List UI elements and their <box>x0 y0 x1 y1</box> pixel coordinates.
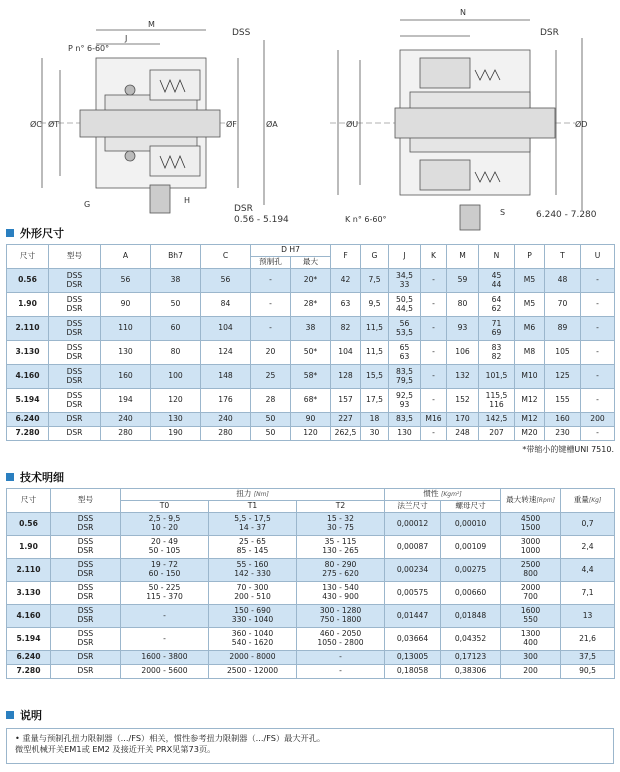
cell-K: - <box>421 269 447 293</box>
cell-G: 15,5 <box>361 365 389 389</box>
cell-C: 56 <box>201 269 251 293</box>
drawing-svg <box>0 0 620 232</box>
cell-flange: 0,00575 <box>385 582 441 605</box>
dim-label: ØT <box>48 120 60 129</box>
cell-G: 11,5 <box>361 317 389 341</box>
tech-header-nut: 螺母尺寸 <box>441 501 501 513</box>
cell-D1: 50 <box>251 427 291 441</box>
cell-model: DSR <box>51 665 121 679</box>
cell-nut: 0,00010 <box>441 513 501 536</box>
cell-F: 82 <box>331 317 361 341</box>
dims-row <box>7 341 615 365</box>
cell-T0: - <box>121 605 209 628</box>
dimensions-table <box>6 244 615 441</box>
header-D1: 预制孔 <box>251 257 291 269</box>
cell-M: 170 <box>447 413 479 427</box>
tech-header-T2: T2 <box>297 501 385 513</box>
cell-weight: 2,4 <box>561 536 615 559</box>
cell-size: 7.280 <box>7 665 51 679</box>
cell-G: 18 <box>361 413 389 427</box>
dims-row <box>7 427 615 441</box>
tech-header-T1: T1 <box>209 501 297 513</box>
cell-N: 101,5 <box>479 365 515 389</box>
notes-section <box>6 708 614 764</box>
cell-M: 152 <box>447 389 479 413</box>
cell-size: 5.194 <box>7 628 51 651</box>
header-model: 型号 <box>49 245 101 269</box>
dim-label: ØD <box>575 120 588 129</box>
cell-U: - <box>581 427 615 441</box>
cell-P: M5 <box>515 269 545 293</box>
header-D: D H7 <box>251 245 331 257</box>
cell-G: 9,5 <box>361 293 389 317</box>
tech-row <box>7 628 615 651</box>
section-marker-icon <box>6 229 14 237</box>
cell-T1: 55 - 160 142 - 330 <box>209 559 297 582</box>
tech-header-size: 尺寸 <box>7 489 51 513</box>
cell-T2: - <box>297 651 385 665</box>
cell-size: 1.90 <box>7 536 51 559</box>
cell-speed: 4500 1500 <box>501 513 561 536</box>
cell-P: M6 <box>515 317 545 341</box>
cell-model: DSS DSR <box>49 293 101 317</box>
tech-header-T0: T0 <box>121 501 209 513</box>
dim-label: N <box>460 8 466 17</box>
cell-T1: 360 - 1040 540 - 1620 <box>209 628 297 651</box>
cell-A: 194 <box>101 389 151 413</box>
section-marker-icon <box>6 711 14 719</box>
cell-K: - <box>421 365 447 389</box>
cell-speed: 2500 800 <box>501 559 561 582</box>
tech-section <box>6 470 614 679</box>
header-G: G <box>361 245 389 269</box>
cell-K: - <box>421 427 447 441</box>
cell-size: 2.110 <box>7 317 49 341</box>
tech-row <box>7 559 615 582</box>
cell-size: 1.90 <box>7 293 49 317</box>
cell-model: DSS DSR <box>49 269 101 293</box>
cell-F: 227 <box>331 413 361 427</box>
cell-N: 115,5 116 <box>479 389 515 413</box>
cell-J: 65 63 <box>389 341 421 365</box>
cell-K: - <box>421 389 447 413</box>
cell-B: 120 <box>151 389 201 413</box>
cell-U: - <box>581 389 615 413</box>
cell-T1: 150 - 690 330 - 1040 <box>209 605 297 628</box>
tech-row <box>7 513 615 536</box>
right-title: DSR <box>540 28 559 38</box>
cell-T2: 80 - 290 275 - 620 <box>297 559 385 582</box>
cell-T: 155 <box>545 389 581 413</box>
header-M: M <box>447 245 479 269</box>
notes-box <box>6 728 614 764</box>
cell-J: 130 <box>389 427 421 441</box>
cell-A: 280 <box>101 427 151 441</box>
cell-size: 0.56 <box>7 269 49 293</box>
cell-nut: 0,00109 <box>441 536 501 559</box>
cell-M: 59 <box>447 269 479 293</box>
cell-P: M12 <box>515 389 545 413</box>
tech-row <box>7 536 615 559</box>
cell-B: 190 <box>151 427 201 441</box>
tech-row <box>7 582 615 605</box>
tech-title: 技术明细 <box>6 470 614 484</box>
cell-U: - <box>581 269 615 293</box>
cell-model: DSS DSR <box>51 559 121 582</box>
cell-weight: 4,4 <box>561 559 615 582</box>
cell-speed: 200 <box>501 665 561 679</box>
tech-header-inertia: 惯性 [Kgm²] <box>385 489 501 501</box>
cell-T1: 2500 - 12000 <box>209 665 297 679</box>
cell-J: 50,5 44,5 <box>389 293 421 317</box>
section-marker-icon <box>6 473 14 481</box>
cell-U: - <box>581 293 615 317</box>
cell-T: 48 <box>545 269 581 293</box>
cell-D2: 38 <box>291 317 331 341</box>
cell-P: M8 <box>515 341 545 365</box>
header-J: J <box>389 245 421 269</box>
dims-row <box>7 389 615 413</box>
cell-speed: 300 <box>501 651 561 665</box>
cell-model: DSR <box>49 413 101 427</box>
cell-K: - <box>421 293 447 317</box>
cell-T0: - <box>121 628 209 651</box>
cell-T: 105 <box>545 341 581 365</box>
cell-G: 7,5 <box>361 269 389 293</box>
dim-label: S <box>500 208 506 217</box>
cell-C: 280 <box>201 427 251 441</box>
cell-flange: 0,13005 <box>385 651 441 665</box>
cell-A: 240 <box>101 413 151 427</box>
cell-P: M20 <box>515 427 545 441</box>
cell-model: DSS DSR <box>49 317 101 341</box>
cell-D1: - <box>251 293 291 317</box>
cell-F: 42 <box>331 269 361 293</box>
cell-D1: 20 <box>251 341 291 365</box>
cell-T2: - <box>297 665 385 679</box>
dim-label: ØU <box>346 120 359 129</box>
cell-D2: 20* <box>291 269 331 293</box>
cell-U: - <box>581 341 615 365</box>
header-D2: 最大 <box>291 257 331 269</box>
cell-nut: 0,04352 <box>441 628 501 651</box>
cell-N: 142,5 <box>479 413 515 427</box>
cell-nut: 0,17123 <box>441 651 501 665</box>
dsr-drawing <box>330 20 582 230</box>
cell-flange: 0,00012 <box>385 513 441 536</box>
cell-N: 64 62 <box>479 293 515 317</box>
cell-A: 160 <box>101 365 151 389</box>
cell-J: 56 53,5 <box>389 317 421 341</box>
dim-label: K n° 6-60° <box>345 215 387 224</box>
cell-nut: 0,00275 <box>441 559 501 582</box>
header-B: Bh7 <box>151 245 201 269</box>
cell-J: 92,5 93 <box>389 389 421 413</box>
cell-J: 34,5 33 <box>389 269 421 293</box>
cell-J: 83,5 <box>389 413 421 427</box>
cell-B: 38 <box>151 269 201 293</box>
cell-A: 110 <box>101 317 151 341</box>
cell-D2: 90 <box>291 413 331 427</box>
notes-line: 微型机械开关EM1或 EM2 及接近开关 PRX见第73页。 <box>15 744 216 754</box>
cell-M: 248 <box>447 427 479 441</box>
dim-label: ØF <box>226 120 237 129</box>
tech-body <box>7 513 615 679</box>
cell-size: 3.130 <box>7 341 49 365</box>
cell-M: 132 <box>447 365 479 389</box>
cell-T: 230 <box>545 427 581 441</box>
tech-header-speed: 最大转速[Rpm] <box>501 489 561 513</box>
cell-size: 7.280 <box>7 427 49 441</box>
notes-line: • 重量与预制孔扭力限制器（.../FS）相关，惯性参考扭力限制器（.../FS）最大开孔。 <box>15 733 326 743</box>
tech-row <box>7 605 615 628</box>
header-U: U <box>581 245 615 269</box>
cell-F: 157 <box>331 389 361 413</box>
cell-G: 17,5 <box>361 389 389 413</box>
cell-T1: 2000 - 8000 <box>209 651 297 665</box>
cell-nut: 0,01848 <box>441 605 501 628</box>
cell-T: 125 <box>545 365 581 389</box>
cell-K: - <box>421 317 447 341</box>
header-size: 尺寸 <box>7 245 49 269</box>
cell-T1: 5,5 - 17,5 14 - 37 <box>209 513 297 536</box>
cell-weight: 7,1 <box>561 582 615 605</box>
header-N: N <box>479 245 515 269</box>
cell-F: 104 <box>331 341 361 365</box>
cell-M: 80 <box>447 293 479 317</box>
cell-M: 93 <box>447 317 479 341</box>
cell-weight: 0,7 <box>561 513 615 536</box>
cell-N: 71 69 <box>479 317 515 341</box>
cell-B: 100 <box>151 365 201 389</box>
cell-C: 84 <box>201 293 251 317</box>
dimensions-body <box>7 269 615 441</box>
cell-T0: 1600 - 3800 <box>121 651 209 665</box>
technical-drawings <box>0 0 620 232</box>
cell-size: 4.160 <box>7 605 51 628</box>
header-F: F <box>331 245 361 269</box>
cell-speed: 2000 700 <box>501 582 561 605</box>
header-P: P <box>515 245 545 269</box>
cell-P: M12 <box>515 413 545 427</box>
cell-B: 60 <box>151 317 201 341</box>
cell-K: M16 <box>421 413 447 427</box>
cell-B: 50 <box>151 293 201 317</box>
cell-model: DSS DSR <box>51 513 121 536</box>
cell-M: 106 <box>447 341 479 365</box>
cell-N: 207 <box>479 427 515 441</box>
tech-row <box>7 651 615 665</box>
header-C: C <box>201 245 251 269</box>
cell-B: 80 <box>151 341 201 365</box>
cell-T2: 300 - 1280 750 - 1800 <box>297 605 385 628</box>
cell-D2: 120 <box>291 427 331 441</box>
cell-P: M10 <box>515 365 545 389</box>
cell-G: 30 <box>361 427 389 441</box>
cell-model: DSR <box>51 651 121 665</box>
cell-D1: 25 <box>251 365 291 389</box>
cell-U: 200 <box>581 413 615 427</box>
dim-label: H <box>184 196 191 205</box>
cell-weight: 13 <box>561 605 615 628</box>
cell-nut: 0,38306 <box>441 665 501 679</box>
dim-label: J <box>125 34 128 43</box>
cell-weight: 37,5 <box>561 651 615 665</box>
cell-flange: 0,18058 <box>385 665 441 679</box>
cell-D2: 58* <box>291 365 331 389</box>
cell-C: 124 <box>201 341 251 365</box>
cell-C: 148 <box>201 365 251 389</box>
tech-table <box>6 488 615 679</box>
cell-D1: - <box>251 269 291 293</box>
cell-F: 262,5 <box>331 427 361 441</box>
cell-weight: 21,6 <box>561 628 615 651</box>
dims-row <box>7 293 615 317</box>
cell-weight: 90,5 <box>561 665 615 679</box>
header-K: K <box>421 245 447 269</box>
cell-T: 160 <box>545 413 581 427</box>
cell-G: 11,5 <box>361 341 389 365</box>
cell-speed: 3000 1000 <box>501 536 561 559</box>
cell-size: 2.110 <box>7 559 51 582</box>
notes-title: 说明 <box>6 708 614 722</box>
tech-header-torque: 扭力 [Nm] <box>121 489 385 501</box>
dimensions-section <box>6 226 614 455</box>
dim-label: M <box>148 20 155 29</box>
cell-T1: 70 - 300 200 - 510 <box>209 582 297 605</box>
cell-model: DSS DSR <box>49 389 101 413</box>
cell-nut: 0,00660 <box>441 582 501 605</box>
cell-D2: 50* <box>291 341 331 365</box>
cell-F: 128 <box>331 365 361 389</box>
left-title: DSS <box>232 28 251 38</box>
cell-P: M5 <box>515 293 545 317</box>
cell-D1: - <box>251 317 291 341</box>
cell-T2: 460 - 2050 1050 - 2800 <box>297 628 385 651</box>
keyway-note: *带缩小的键槽UNI 7510. <box>522 445 614 454</box>
header-A: A <box>101 245 151 269</box>
dims-row <box>7 269 615 293</box>
cell-T: 89 <box>545 317 581 341</box>
header-T: T <box>545 245 581 269</box>
cell-D1: 50 <box>251 413 291 427</box>
cell-T0: 50 - 225 115 - 370 <box>121 582 209 605</box>
cell-T2: 35 - 115 130 - 265 <box>297 536 385 559</box>
cell-N: 83 82 <box>479 341 515 365</box>
cell-model: DSS DSR <box>51 582 121 605</box>
cell-size: 5.194 <box>7 389 49 413</box>
cell-speed: 1300 400 <box>501 628 561 651</box>
cell-K: - <box>421 341 447 365</box>
cell-T0: 2000 - 5600 <box>121 665 209 679</box>
tech-header-weight: 重量[Kg] <box>561 489 615 513</box>
cell-speed: 1600 550 <box>501 605 561 628</box>
cell-A: 130 <box>101 341 151 365</box>
cell-A: 90 <box>101 293 151 317</box>
dim-label: ØA <box>266 120 278 129</box>
cell-C: 176 <box>201 389 251 413</box>
dims-row <box>7 317 615 341</box>
dim-label: P n° 6-60° <box>68 44 110 53</box>
cell-T0: 20 - 49 50 - 105 <box>121 536 209 559</box>
cell-model: DSS DSR <box>51 536 121 559</box>
cell-C: 104 <box>201 317 251 341</box>
left-range-label: DSR <box>234 204 253 214</box>
cell-N: 45 44 <box>479 269 515 293</box>
cell-model: DSS DSR <box>49 365 101 389</box>
cell-T0: 19 - 72 60 - 150 <box>121 559 209 582</box>
cell-C: 240 <box>201 413 251 427</box>
right-range: 6.240 - 7.280 <box>536 210 597 220</box>
cell-T0: 2,5 - 9,5 10 - 20 <box>121 513 209 536</box>
cell-D1: 28 <box>251 389 291 413</box>
dims-row <box>7 413 615 427</box>
tech-header-flange: 法兰尺寸 <box>385 501 441 513</box>
cell-T1: 25 - 65 85 - 145 <box>209 536 297 559</box>
cell-T: 70 <box>545 293 581 317</box>
cell-D2: 28* <box>291 293 331 317</box>
cell-size: 4.160 <box>7 365 49 389</box>
dims-row <box>7 365 615 389</box>
cell-flange: 0,00234 <box>385 559 441 582</box>
cell-T2: 130 - 540 430 - 900 <box>297 582 385 605</box>
cell-F: 63 <box>331 293 361 317</box>
tech-row <box>7 665 615 679</box>
cell-model: DSS DSR <box>49 341 101 365</box>
cell-model: DSR <box>49 427 101 441</box>
dim-label: ØC <box>30 120 42 129</box>
tech-header-model: 型号 <box>51 489 121 513</box>
dim-label: G <box>84 200 91 209</box>
cell-A: 56 <box>101 269 151 293</box>
cell-T2: 15 - 32 30 - 75 <box>297 513 385 536</box>
cell-flange: 0,01447 <box>385 605 441 628</box>
cell-B: 130 <box>151 413 201 427</box>
cell-size: 0.56 <box>7 513 51 536</box>
cell-flange: 0,03664 <box>385 628 441 651</box>
cell-flange: 0,00087 <box>385 536 441 559</box>
cell-U: - <box>581 365 615 389</box>
cell-model: DSS DSR <box>51 605 121 628</box>
cell-size: 6.240 <box>7 651 51 665</box>
cell-D2: 68* <box>291 389 331 413</box>
cell-size: 3.130 <box>7 582 51 605</box>
cell-U: - <box>581 317 615 341</box>
cell-model: DSS DSR <box>51 628 121 651</box>
left-range: 0.56 - 5.194 <box>234 215 289 225</box>
dimensions-title: 外形尺寸 <box>6 226 614 240</box>
cell-J: 83,5 79,5 <box>389 365 421 389</box>
cell-size: 6.240 <box>7 413 49 427</box>
